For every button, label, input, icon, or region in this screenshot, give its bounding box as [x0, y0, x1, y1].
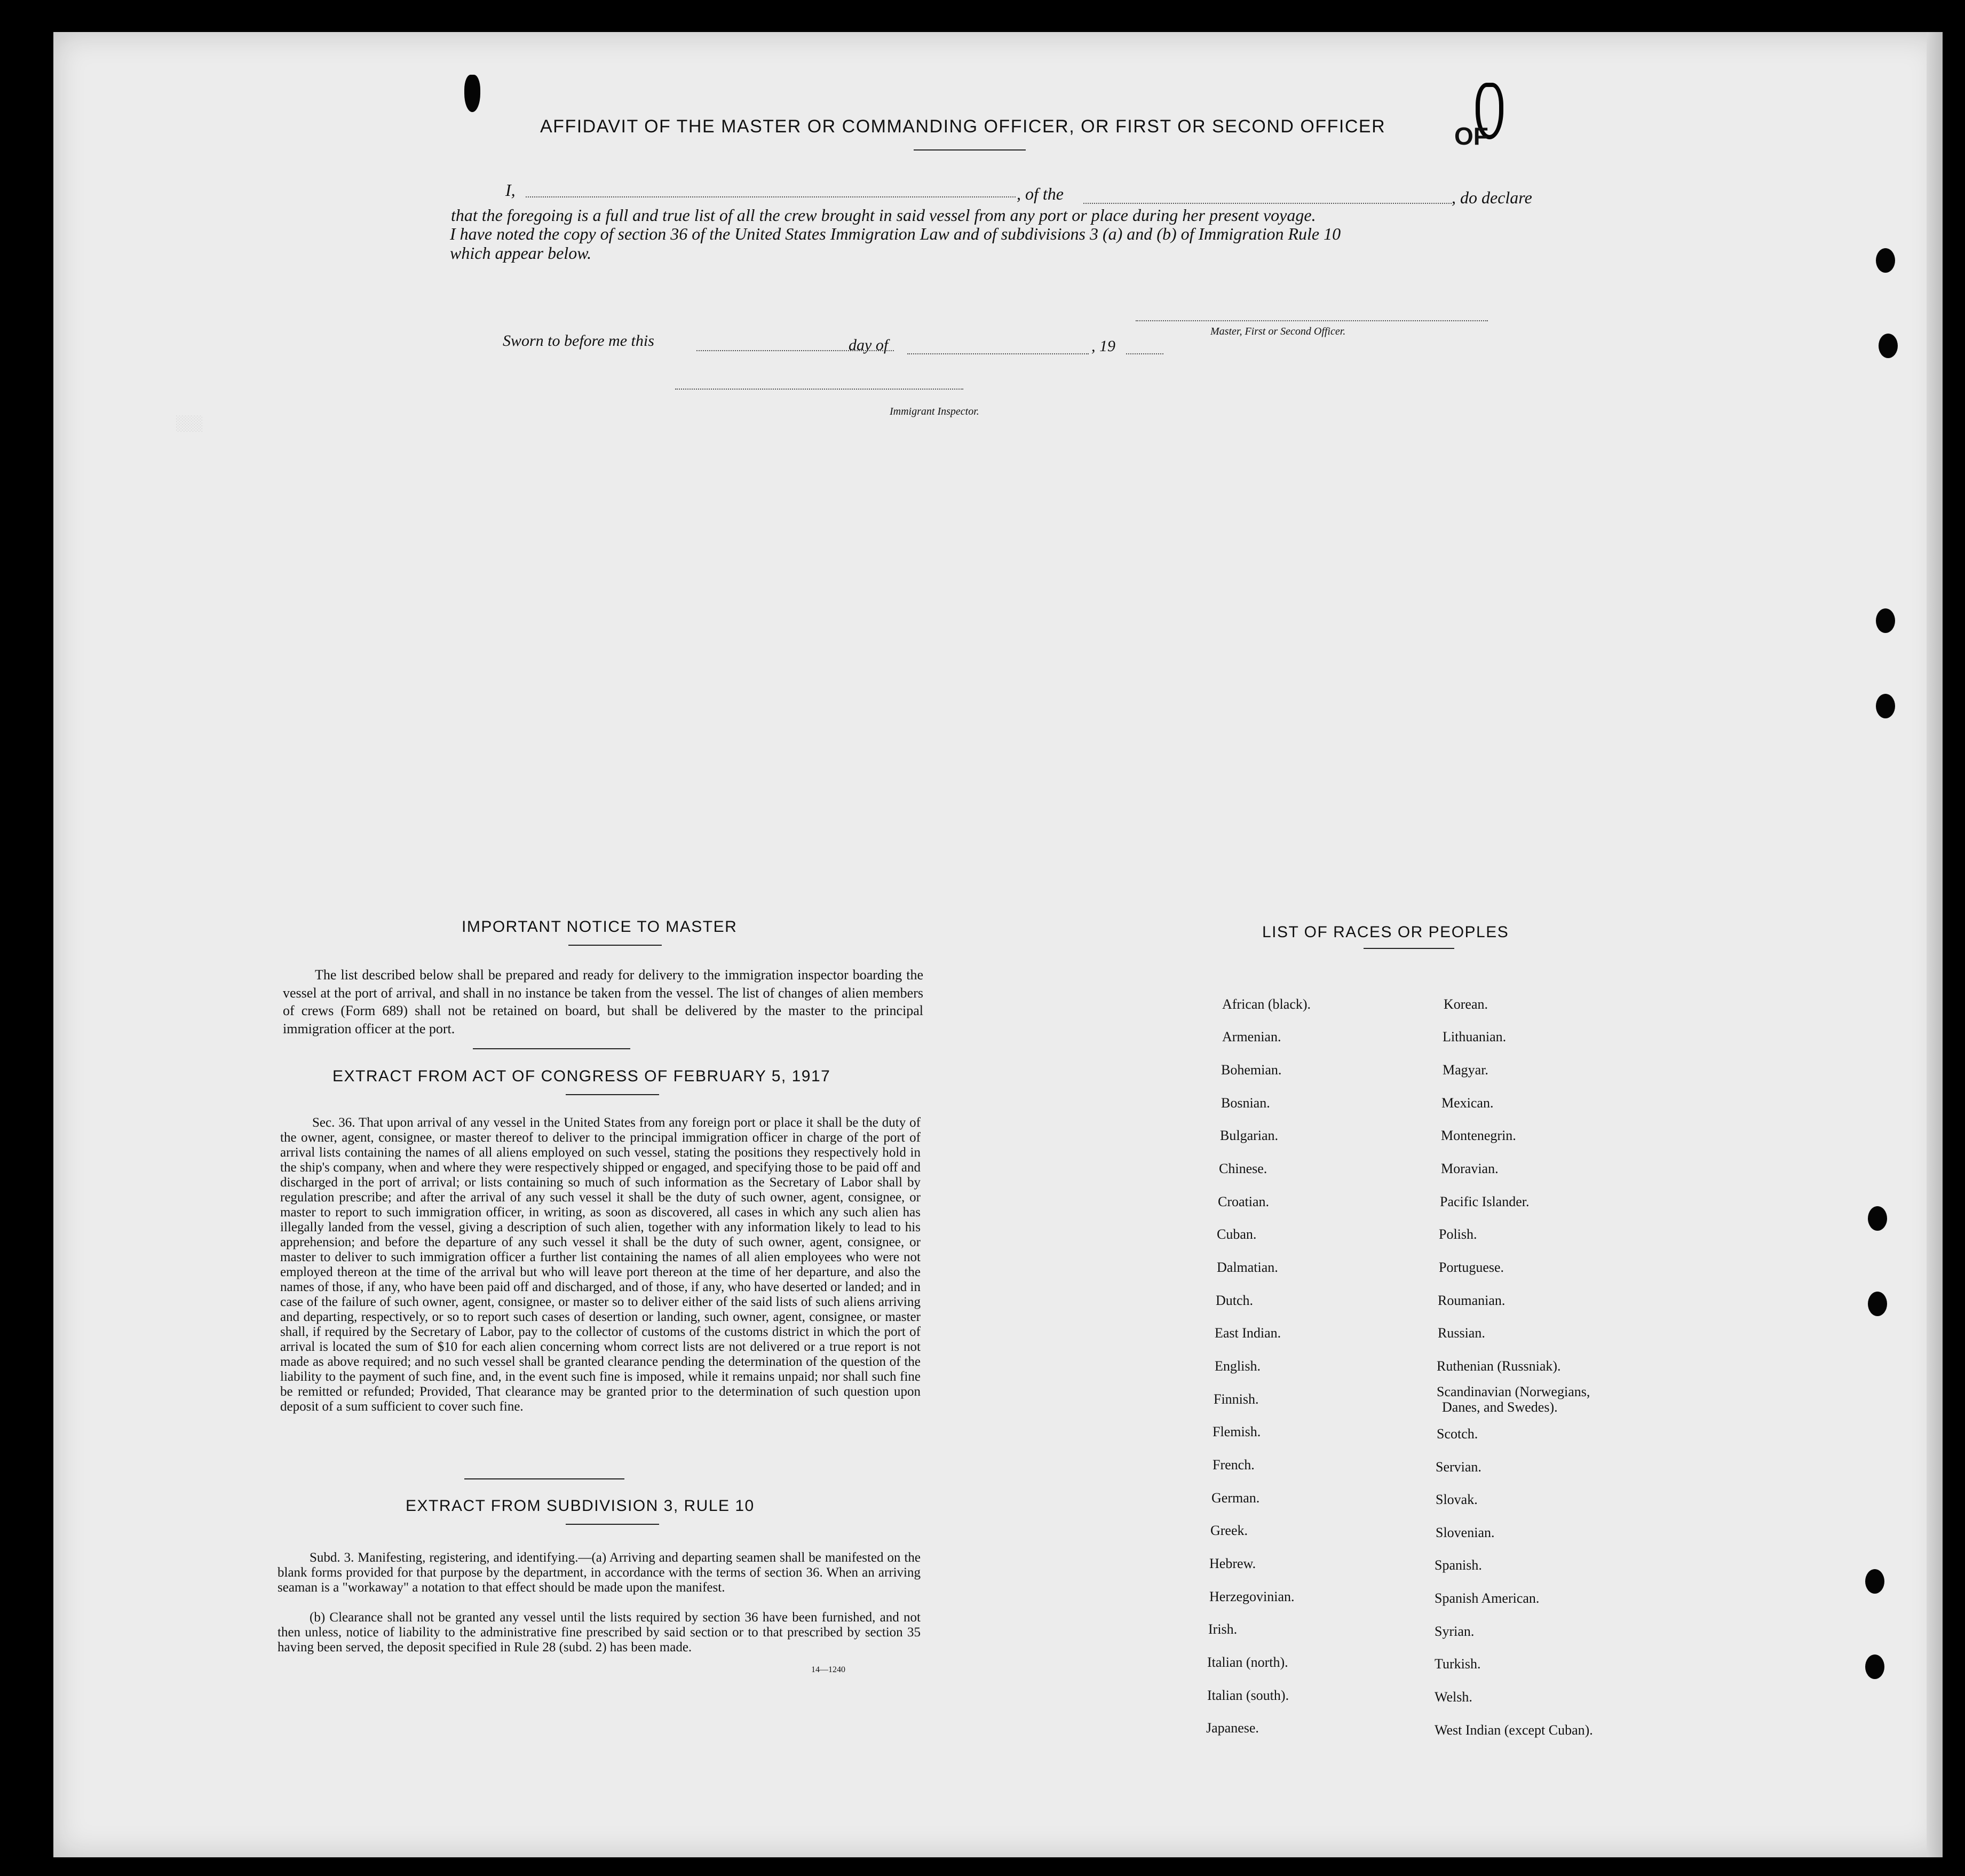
sworn-year-field[interactable] [1126, 353, 1163, 354]
document-page [53, 32, 1943, 1857]
race-item: Spanish. [1435, 1557, 1482, 1573]
race-item: Bohemian. [1221, 1062, 1282, 1078]
race-item: Flemish. [1213, 1424, 1261, 1439]
race-item: Finnish. [1214, 1391, 1259, 1407]
notice-divider [473, 1048, 630, 1049]
race-item: Cuban. [1217, 1226, 1257, 1242]
race-item: Hebrew. [1209, 1556, 1256, 1571]
race-item: East Indian. [1215, 1325, 1281, 1341]
bleed-text: OF [1454, 122, 1488, 150]
extract-act-divider [464, 1478, 624, 1479]
race-item: Armenian. [1222, 1029, 1281, 1044]
race-item: Herzegovinian. [1209, 1589, 1295, 1604]
race-item: Dutch. [1216, 1293, 1254, 1308]
affidavit-line1-prefix: I, [505, 180, 516, 200]
race-item: Montenegrin. [1441, 1128, 1516, 1143]
sworn-month-field[interactable] [907, 353, 1089, 354]
inspector-signature-field[interactable] [675, 389, 963, 390]
affidavit-line1-suffix: , do declare [1452, 188, 1532, 207]
race-item: Russian. [1438, 1325, 1485, 1341]
race-item: Scandinavian (Norwegians, [1437, 1384, 1590, 1399]
affidavit-title: AFFIDAVIT OF THE MASTER OR COMMANDING OFFICER, OR FIRST OR SECOND OFFICER [540, 116, 1386, 137]
binder-hole [1879, 334, 1898, 358]
binder-hole [1865, 1655, 1884, 1679]
race-item: Slovenian. [1436, 1525, 1495, 1540]
race-item: Servian. [1436, 1459, 1481, 1475]
vessel-field[interactable] [1083, 203, 1452, 204]
race-item: Italian (north). [1207, 1655, 1288, 1670]
binder-hole [1868, 1206, 1887, 1231]
notice-title-rule [568, 945, 662, 946]
race-item: Portuguese. [1439, 1260, 1504, 1275]
race-item: Mexican. [1441, 1095, 1494, 1111]
race-item: Roumanian. [1438, 1293, 1506, 1308]
race-item: African (black). [1222, 996, 1311, 1012]
race-item: English. [1215, 1358, 1261, 1374]
race-item: Turkish. [1435, 1656, 1481, 1672]
race-item: Moravian. [1441, 1161, 1499, 1176]
race-item: Greek. [1210, 1523, 1248, 1538]
race-item: West Indian (except Cuban). [1435, 1722, 1593, 1738]
race-item: Japanese. [1206, 1720, 1259, 1736]
race-item: Scotch. [1437, 1426, 1478, 1442]
binder-hole [1876, 694, 1895, 718]
extract-act-body: Sec. 36. That upon arrival of any vessel in the United States from any foreign port or place it shall be the duty of the owner, agent, consignee, or master thereof to deliver to the principal immigration officer in charge of the port of arrival lists containing the names of all aliens employed on such vessel, stating the positions they respectively hold in the ship's company, when and where they were respectively shipped or engaged, and specifying those to be paid off and discharged in the port of arrival; or lists containing so much of such information as the Secretary of Labor shall by regulation prescribe; and after the arrival of any such vessel it shall be the duty of such owner, agent, consignee, or master to report to such immigration officer, in writing, as soon as discovered, all cases in which any such alien has illegally landed from the vessel, giving a description of such alien, together with any information likely to lead to his apprehension; and before the departure of any such vessel it shall be the duty of such owner, agent, consignee, or master to deliver to such immigration officer a further list containing the names of all alien employees who were not employed thereon at the time of the arrival but who will leave port thereon at the time of her departure, and also the names of those, if any, who have been paid off and discharged, and of those, if any, who have deserted or landed; and in case of the failure of such owner, agent, consignee, or master so to deliver either of the said lists of such aliens arriving and departing, respectively, or so to report such cases of desertion or landing, such owner, agent, consignee, or master shall, if required by the Secretary of Labor, pay to the collector of customs of the customs district in which the port of arrival is located the sum of $10 for each alien concerning whom correct lists are not delivered or a true report is not made as above required; and no such vessel shall be granted clearance pending the determination of the question of the liability to the payment of such fine, and, in the event such fine is imposed, while it remains unpaid; nor shall such fine be remitted or refunded; Provided, That clearance may be granted prior to the determination of such question upon deposit of a sum sufficient to cover such fine. [280, 1115, 921, 1414]
binder-hole [1876, 248, 1895, 273]
race-item: Syrian. [1435, 1624, 1475, 1639]
sworn-prefix: Sworn to before me this [503, 332, 654, 350]
master-caption: Master, First or Second Officer. [1210, 326, 1346, 337]
extract-act-title: EXTRACT FROM ACT OF CONGRESS OF FEBRUARY 5, 1917 [332, 1067, 831, 1085]
races-title: LIST OF RACES OR PEOPLES [1262, 923, 1509, 941]
affidavit-line4: which appear below. [450, 243, 592, 263]
race-item: Lithuanian. [1443, 1029, 1507, 1044]
sworn-day-label: day of [849, 336, 889, 354]
race-item: Korean. [1444, 996, 1488, 1012]
extract-rule-title-rule [566, 1524, 659, 1525]
race-item: French. [1213, 1457, 1255, 1473]
race-item: Slovak. [1436, 1492, 1478, 1507]
race-item: Bosnian. [1221, 1095, 1270, 1111]
race-item: German. [1211, 1490, 1260, 1506]
race-item: Irish. [1208, 1621, 1238, 1637]
bleed-through-shadow: ░░░ [176, 416, 203, 433]
binder-hole [1876, 608, 1895, 633]
name-field[interactable] [526, 196, 1016, 197]
master-signature-field[interactable] [1136, 320, 1488, 321]
extract-rule-body-b: (b) Clearance shall not be granted any vessel until the lists required by section 36 have been furnished, and not then unless, notice of liability to the administrative fine prescribed by said section or to that prescribed by section 35 having been served, the deposit specified in Rule 28 (subd. 2) has been made. [278, 1610, 921, 1655]
inspector-caption: Immigrant Inspector. [890, 406, 979, 417]
race-item: Italian (south). [1207, 1688, 1289, 1703]
binder-hole [1865, 1569, 1884, 1594]
notice-body: The list described below shall be prepared and ready for delivery to the immigration inspector boarding the vessel at the port of arrival, and shall in no instance be taken from the vessel. The list of changes of alien members of crews (Form 689) shall not be retained on board, but shall be delivered by the master to the principal immigration officer at the port. [283, 967, 923, 1036]
race-item: Chinese. [1219, 1161, 1267, 1176]
affidavit-line1-mid: , of the [1017, 184, 1064, 203]
race-item: Dalmatian. [1217, 1260, 1278, 1275]
race-item: Pacific Islander. [1440, 1194, 1530, 1209]
race-item: Welsh. [1435, 1689, 1472, 1705]
clip-mark [464, 75, 480, 112]
sworn-year-label: , 19 [1091, 337, 1115, 355]
affidavit-title-rule [914, 149, 1026, 151]
race-item: Magyar. [1443, 1062, 1488, 1078]
extract-rule-title: EXTRACT FROM SUBDIVISION 3, RULE 10 [406, 1497, 755, 1515]
race-item: Ruthenian (Russniak). [1437, 1358, 1561, 1374]
notice-title: IMPORTANT NOTICE TO MASTER [462, 918, 738, 936]
race-item: Spanish American. [1435, 1590, 1540, 1606]
affidavit-line3: I have noted the copy of section 36 of the United States Immigration Law and of subdivisions 3 (a) and (b) of Immigration Rule 10 [450, 224, 1341, 243]
races-title-rule [1364, 948, 1454, 949]
race-item: Croatian. [1218, 1194, 1270, 1209]
binder-hole [1868, 1292, 1887, 1316]
form-number: 14—1240 [811, 1665, 845, 1674]
race-item: Danes, and Swedes). [1442, 1399, 1558, 1415]
page-edge [1927, 32, 1943, 1857]
race-item: Polish. [1439, 1226, 1477, 1242]
extract-rule-body-a: Subd. 3. Manifesting, registering, and identifying.—(a) Arriving and departing seamen shall be manifested on the blank forms provided for that purpose by the department, in accordance with the terms of section 36. When an arriving seaman is a "workaway" a notation to that effect should be made upon the manifest. [278, 1550, 921, 1595]
affidavit-line2: that the foregoing is a full and true list of all the crew brought in said vessel from any port or place during her present voyage. [451, 205, 1316, 225]
extract-act-title-rule [566, 1094, 659, 1095]
race-item: Bulgarian. [1220, 1128, 1279, 1143]
